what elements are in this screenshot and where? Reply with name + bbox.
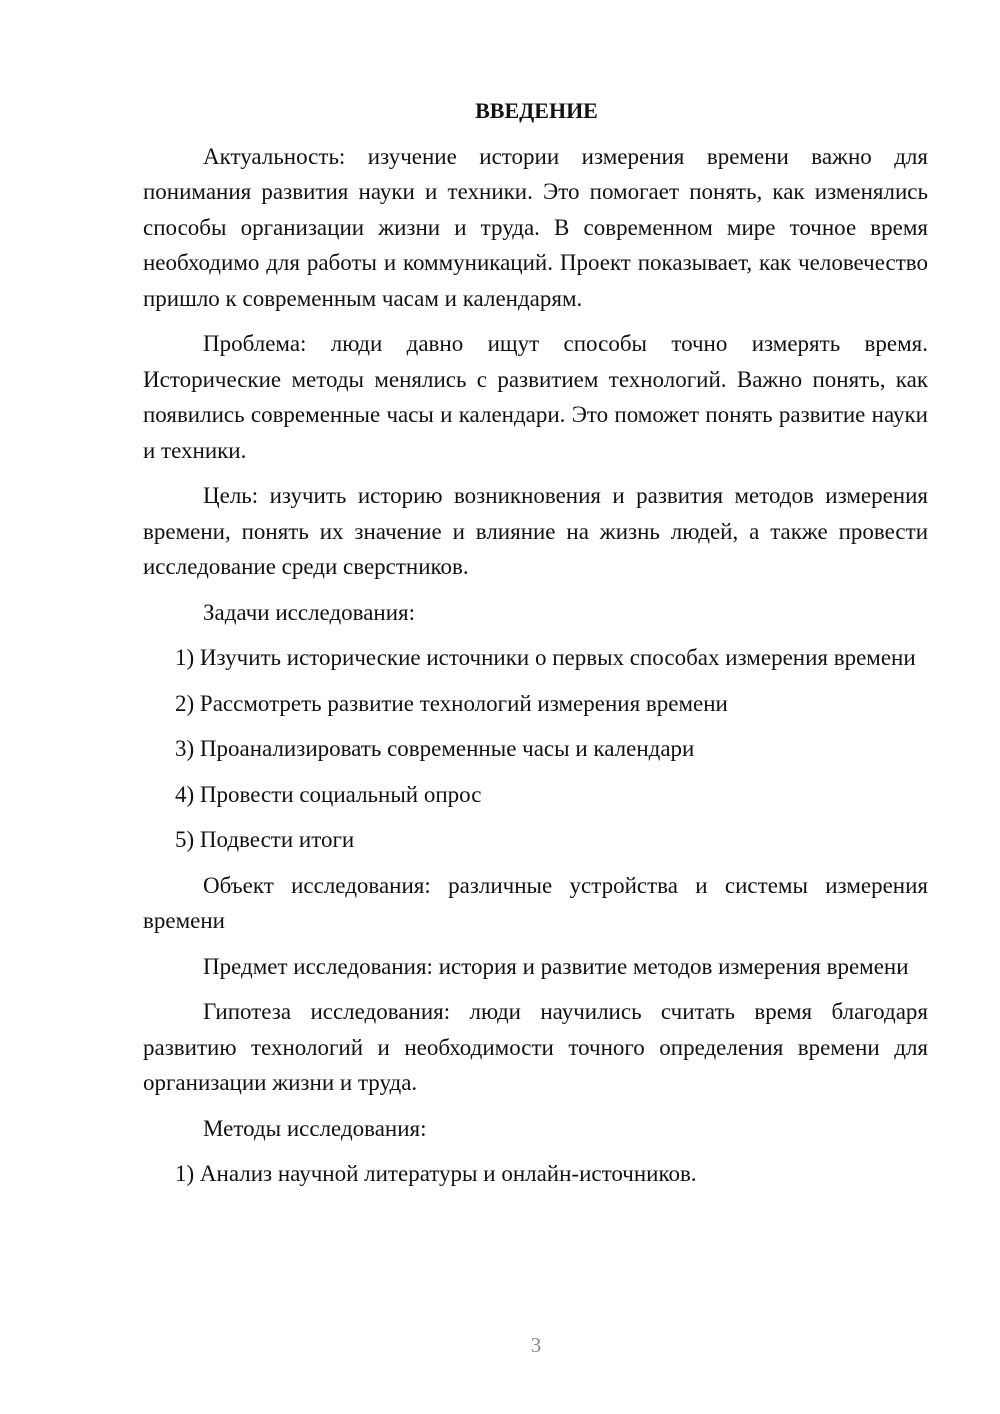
page-number: 3 xyxy=(530,1333,542,1357)
document-body xyxy=(143,93,928,1202)
methods-heading: Методы исследования: xyxy=(203,1115,427,1141)
section-title: ВВЕДЕНИЕ xyxy=(475,98,598,123)
goal-paragraph: Цель: изучить историю возникновения и развития методов измерения времени, понять их значение и влияние на жизнь людей, а также провести исследование среди сверстников. xyxy=(143,483,928,579)
task-item-3: 3) Проанализировать современные часы и календари xyxy=(175,736,695,761)
task-item-1: 1) Изучить исторические источники о первых способах измерения времени xyxy=(175,645,916,670)
task-item-4: 4) Провести социальный опрос xyxy=(175,781,482,807)
relevance-paragraph: Актуальность: изучение истории измерения времени важно для понимания развития науки и техники. Это помогает понять, как изменялись способы организации жизни и труда. В современном мире точное время необходимо для работы и коммуникаций. Проект показывает, как человечество пришло к современным часам и календарям. xyxy=(143,143,928,311)
task-item-2: 2) Рассмотреть развитие технологий измерения времени xyxy=(175,690,728,716)
task-item-5: 5) Подвести итоги xyxy=(175,827,355,852)
problem-paragraph: Проблема: люди давно ищут способы точно измерять время. Исторические методы менялись с развитием технологий. Важно понять, как появились современные часы и календари. Это поможет понять развитие науки и техники. xyxy=(143,331,928,463)
object-paragraph: Объект исследования: различные устройства и системы измерения времени xyxy=(143,872,928,933)
method-item-1: 1) Анализ научной литературы и онлайн-источников. xyxy=(175,1161,697,1186)
tasks-heading: Задачи исследования: xyxy=(203,599,416,625)
subject-paragraph: Предмет исследования: история и развитие методов измерения времени xyxy=(203,953,909,979)
hypothesis-paragraph: Гипотеза исследования: люди научились считать время благодаря развитию технологий и необходимости точного определения времени для организации жизни и труда. xyxy=(143,999,928,1095)
